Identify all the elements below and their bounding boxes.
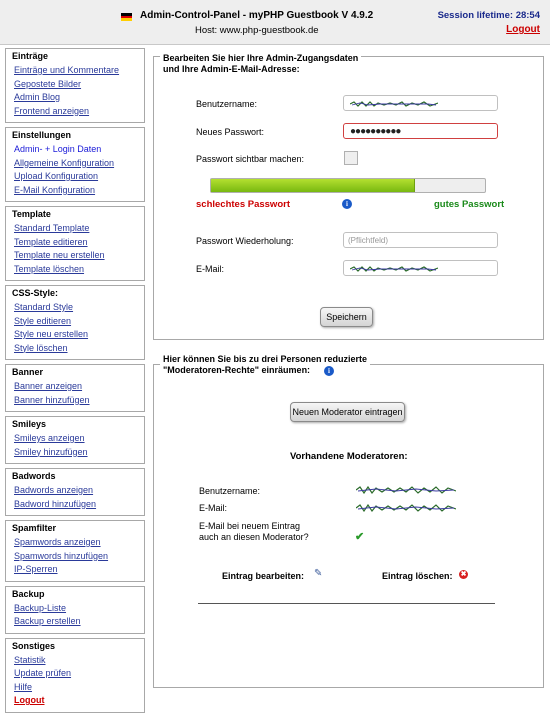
strong-password-label: gutes Passwort <box>434 199 505 210</box>
sidebar-section-title: Template <box>12 209 51 219</box>
sidebar-link[interactable]: E-Mail Konfiguration <box>14 184 96 195</box>
moderator-email-label: E-Mail: <box>199 503 228 513</box>
sidebar-link[interactable]: Banner hinzufügen <box>14 394 90 405</box>
sidebar-section-title: Einstellungen <box>12 130 72 140</box>
email-field[interactable] <box>343 260 498 276</box>
sidebar-link[interactable]: Template löschen <box>14 263 85 274</box>
weak-password-label: schlechtes Passwort <box>196 199 290 210</box>
edit-entry-label: Eintrag bearbeiten: <box>222 571 305 581</box>
delete-icon[interactable]: ✖ <box>460 571 467 578</box>
sidebar-section-title: Spamfilter <box>12 523 57 533</box>
new-password-field[interactable] <box>343 123 498 139</box>
sidebar-section <box>5 206 145 281</box>
redacted-scribble <box>350 101 438 107</box>
sidebar-section <box>5 638 145 713</box>
sidebar-link[interactable]: Standard Template <box>14 223 90 233</box>
info-icon[interactable]: i <box>324 366 334 376</box>
sidebar-section-title: Backup <box>12 588 45 599</box>
username-label: Benutzername: <box>196 99 258 109</box>
logout-link[interactable]: Logout <box>506 24 540 35</box>
sidebar-link[interactable]: Style löschen <box>14 342 68 353</box>
sidebar-link[interactable]: Backup erstellen <box>14 616 81 626</box>
sidebar-section <box>5 285 145 360</box>
password-dots: ●●●●●●●●●● <box>350 126 401 137</box>
sidebar-link[interactable]: Banner anzeigen <box>14 381 83 391</box>
sidebar-section <box>5 127 145 202</box>
sidebar-section <box>5 586 145 634</box>
new-password-label: Neues Passwort: <box>196 127 265 137</box>
sidebar-link[interactable]: Einträge und Kommentare <box>14 65 120 75</box>
sidebar-link[interactable]: Smiley hinzufügen <box>14 446 88 457</box>
username-field[interactable] <box>343 95 498 111</box>
sidebar-link[interactable]: Badword hinzufügen <box>14 498 97 509</box>
panel-title-line: Bearbeiten Sie hier Ihre Admin-Zugangsdaten <box>163 53 359 63</box>
notify-line: auch an diesen Moderator? <box>199 532 309 542</box>
delete-entry-label: Eintrag löschen: <box>382 571 453 581</box>
sidebar-link[interactable]: Style neu erstellen <box>14 329 89 339</box>
sidebar-link[interactable]: Allgemeine Konfiguration <box>14 157 115 168</box>
sidebar-section-title: Sonstiges <box>12 640 56 651</box>
host-label: Host: www.php-guestbook.de <box>195 25 319 36</box>
sidebar-link[interactable]: Hilfe <box>14 681 33 692</box>
sidebar-link[interactable]: Template editieren <box>14 236 88 247</box>
sidebar-link[interactable]: Standard Style <box>14 302 74 312</box>
sidebar-section-title: Badwords <box>12 471 56 481</box>
sidebar-link[interactable]: Spamwords anzeigen <box>14 537 101 547</box>
sidebar-section-title: CSS-Style: <box>12 288 59 298</box>
sidebar-link[interactable]: Style editieren <box>14 315 72 326</box>
sidebar-link[interactable]: IP-Sperren <box>14 564 58 574</box>
sidebar-link[interactable]: Upload Konfiguration <box>14 171 99 181</box>
admin-panel-title <box>160 53 361 75</box>
sidebar-link[interactable]: Smileys anzeigen <box>14 433 85 443</box>
sidebar-link[interactable]: Frontend anzeigen <box>14 105 90 116</box>
password-repeat-placeholder: (Pflichtfeld) <box>348 236 389 245</box>
email-label: E-Mail: <box>196 264 225 274</box>
sidebar-section-title: Smileys <box>12 419 47 429</box>
sidebar-section <box>5 416 145 464</box>
sidebar-link[interactable]: Template neu erstellen <box>14 250 105 260</box>
password-repeat-label: Passwort Wiederholung: <box>196 236 294 246</box>
checkmark-icon[interactable]: ✔ <box>355 531 365 543</box>
show-password-checkbox[interactable] <box>344 151 358 165</box>
app-title: Admin-Control-Panel - myPHP Guestbook V 4.9.2 <box>140 10 374 21</box>
redacted-scribble <box>350 266 438 272</box>
panel-title-line: Hier können Sie bis zu drei Personen reduzierte <box>163 354 368 364</box>
sidebar-section <box>5 468 145 516</box>
strength-fill <box>211 179 415 192</box>
existing-moderators-heading: Vorhandene Moderatoren: <box>290 451 408 462</box>
german-flag-icon[interactable] <box>121 13 132 21</box>
divider <box>198 603 495 604</box>
panel-title-line: und Ihre Admin-E-Mail-Adresse: <box>163 64 300 74</box>
sidebar-link[interactable]: Spamwords hinzufügen <box>14 550 109 561</box>
password-repeat-field[interactable] <box>343 232 498 248</box>
notify-line: E-Mail bei neuem Eintrag <box>199 521 301 531</box>
moderator-panel-title <box>160 354 370 376</box>
sidebar <box>5 48 145 717</box>
redacted-scribble <box>356 486 456 494</box>
sidebar-link[interactable]: Logout <box>14 695 45 705</box>
session-lifetime: Session lifetime: 28:54 <box>437 10 540 21</box>
sidebar-link[interactable]: Admin- + Login Daten <box>14 144 102 154</box>
sidebar-link[interactable]: Update prüfen <box>14 668 72 678</box>
flag-stripe <box>121 18 132 21</box>
sidebar-link[interactable]: Backup-Liste <box>14 602 67 613</box>
info-icon[interactable]: i <box>342 199 352 209</box>
show-password-label: Passwort sichtbar machen: <box>196 154 305 164</box>
header-bar <box>0 0 550 45</box>
sidebar-link[interactable]: Badwords anzeigen <box>14 485 94 495</box>
sidebar-link[interactable]: Statistik <box>14 654 46 665</box>
sidebar-section <box>5 520 145 582</box>
sidebar-section-title: Banner <box>12 367 44 377</box>
redacted-scribble <box>356 504 456 512</box>
password-strength-meter <box>210 178 486 193</box>
sidebar-section-title: Einträge <box>12 51 49 61</box>
moderator-notify-label <box>199 521 309 543</box>
panel-title-line: "Moderatoren-Rechte" einräumen: <box>163 365 311 375</box>
edit-icon[interactable]: ✎ <box>314 568 323 579</box>
sidebar-section <box>5 364 145 412</box>
sidebar-link[interactable]: Gepostete Bilder <box>14 78 82 89</box>
sidebar-link[interactable]: Admin Blog <box>14 92 61 102</box>
sidebar-section <box>5 48 145 123</box>
save-button[interactable]: Speichern <box>320 307 373 327</box>
moderator-username-label: Benutzername: <box>199 486 261 496</box>
add-moderator-button[interactable]: Neuen Moderator eintragen <box>290 402 405 422</box>
